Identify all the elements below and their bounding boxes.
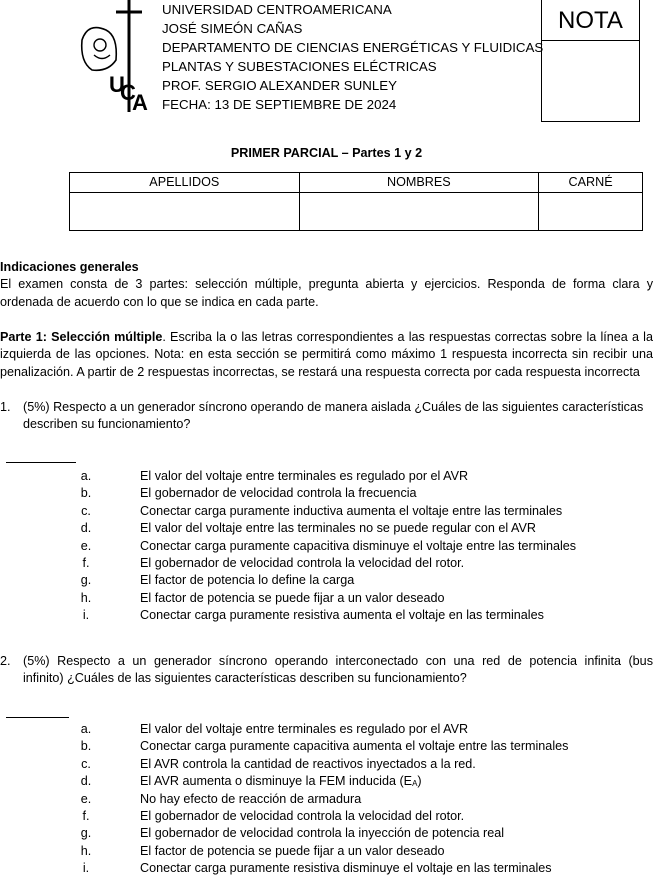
option-item — [0, 756, 653, 773]
header-line: FECHA: 13 DE SEPTIEMBRE DE 2024 — [162, 97, 397, 112]
option-letter: i. — [82, 861, 90, 875]
header-line: PROF. SERGIO ALEXANDER SUNLEY — [162, 78, 397, 93]
option-item — [0, 791, 653, 808]
option-text: Conectar carga puramente inductiva aumenta el voltaje entre las terminales — [140, 503, 563, 518]
option-text: El valor del voltaje entre terminales es regulado por el AVR — [140, 722, 469, 736]
uca-logo — [78, 0, 152, 112]
option-text: El factor de potencia se puede fijar a un valor deseado — [140, 843, 445, 858]
option-item — [0, 860, 653, 877]
question-line: infinito) ¿Cuáles de las siguientes características describen su funcionamiento? — [23, 671, 467, 686]
option-text: El factor de potencia lo define la carga — [140, 573, 355, 588]
option-text: Conectar carga puramente capacitiva aumenta el voltaje entre las terminales — [140, 739, 569, 754]
header-line: PLANTAS Y SUBESTACIONES ELÉCTRICAS — [162, 59, 437, 74]
question-line: (5%) Respecto a un generador síncrono operando interconectado con una red de potencia infinita (bus — [23, 654, 653, 668]
option-letter: g. — [80, 573, 92, 588]
option-text: Conectar carga puramente resistiva aumenta el voltaje en las terminales — [140, 608, 544, 623]
subscript-a: A — [412, 779, 418, 789]
option-text: Conectar carga puramente resistiva disminuye el voltaje en las terminales — [140, 861, 552, 875]
instruction-text: El examen consta de 3 partes: selección múltiple, pregunta abierta y ejercicios. Responda de forma clara y — [0, 277, 653, 292]
option-text: El AVR controla la cantidad de reactivos inyectados a la red. — [140, 756, 476, 771]
option-letter: h. — [80, 590, 92, 605]
option-letter: h. — [80, 843, 92, 858]
section-heading: Indicaciones generales — [0, 260, 139, 274]
option-item — [0, 468, 653, 485]
header-line: JOSÉ SIMEÓN CAÑAS — [162, 21, 303, 36]
answer-line[interactable] — [6, 462, 76, 463]
option-text-close: ) — [417, 774, 422, 789]
apellidos-field[interactable] — [70, 193, 300, 231]
option-item — [0, 607, 653, 624]
option-text-main: El AVR aumenta o disminuye la FEM inducida (E — [140, 774, 413, 789]
option-item — [0, 738, 653, 755]
header-line: UNIVERSIDAD CENTROAMERICANA — [162, 2, 392, 17]
option-text: El factor de potencia se puede fijar a un valor deseado — [140, 590, 445, 605]
option-letter: e. — [80, 538, 92, 553]
option-item — [0, 843, 653, 860]
student-info-table — [69, 172, 643, 231]
part1-line: izquierda de las opciones. Nota: en esta sección se permitirá como máximo 1 respuesta incorrecta sin recibir una — [0, 347, 653, 362]
option-letter: c. — [81, 756, 91, 771]
institution-header — [162, 0, 544, 114]
option-text: No hay efecto de reacción de armadura — [140, 791, 362, 806]
carne-field[interactable] — [539, 193, 643, 231]
option-item — [0, 825, 653, 842]
option-letter: b. — [80, 486, 92, 501]
nombres-field[interactable] — [299, 193, 539, 231]
option-item — [0, 808, 653, 825]
option-item — [0, 773, 653, 790]
column-header-nombres: NOMBRES — [299, 173, 539, 193]
option-letter: e. — [80, 791, 92, 806]
option-letter: g. — [80, 826, 92, 841]
part1-line: penalización. A partir de 2 respuestas incorrectas, se restará una respuesta correcta por cada respuesta incorrecta — [0, 364, 640, 379]
option-text: Conectar carga puramente capacitiva disminuye el voltaje entre las terminales — [140, 538, 577, 553]
option-letter: c. — [81, 503, 91, 518]
option-item — [0, 520, 653, 537]
svg-text:A: A — [132, 90, 148, 112]
option-text: El gobernador de velocidad controla la inyección de potencia real — [140, 826, 505, 841]
question-text — [23, 653, 653, 688]
header-line: DEPARTAMENTO DE CIENCIAS ENERGÉTICAS Y FLUIDICAS — [162, 40, 544, 55]
instruction-text: ordenada de acuerdo con lo que se indica en cada parte. — [0, 294, 319, 309]
question-number: 2. — [0, 654, 11, 668]
option-text: El valor del voltaje entre las terminales no se puede regular con el AVR — [140, 521, 536, 536]
grade-box — [541, 0, 640, 122]
option-letter: b. — [80, 739, 92, 754]
option-letter: i. — [82, 608, 90, 623]
question-line: (5%) Respecto a un generador síncrono operando de manera aislada ¿Cuáles de las siguientes características — [23, 400, 644, 414]
grade-label: NOTA — [542, 0, 639, 41]
option-text: El gobernador de velocidad controla la velocidad del rotor. — [140, 809, 465, 823]
svg-text:C: C — [120, 80, 136, 105]
general-instructions — [0, 259, 653, 311]
option-text: El valor del voltaje entre terminales es regulado por el AVR — [140, 469, 469, 483]
column-header-carne: CARNÉ — [539, 173, 643, 193]
svg-text:U: U — [109, 72, 125, 97]
option-letter: d. — [80, 521, 92, 536]
part1-instructions — [0, 329, 653, 381]
answer-line[interactable] — [6, 717, 69, 718]
question-line: describen su funcionamiento? — [23, 417, 191, 432]
option-letter: f. — [82, 556, 90, 570]
option-text: El gobernador de velocidad controla la frecuencia — [140, 486, 417, 501]
option-letter: d. — [80, 774, 92, 789]
part1-line — [0, 329, 653, 346]
option-letter: f. — [82, 809, 90, 823]
option-item — [0, 572, 653, 589]
option-text: El gobernador de velocidad controla la velocidad del rotor. — [140, 556, 465, 570]
part1-text: . Escriba la o las letras correspondientes a las respuestas correctas sobre la línea a la — [162, 330, 653, 344]
option-letter: a. — [80, 469, 92, 483]
option-item — [0, 538, 653, 555]
question-text — [23, 399, 653, 434]
option-letter: a. — [80, 722, 92, 736]
exam-title: PRIMER PARCIAL – Partes 1 y 2 — [230, 146, 423, 160]
question-number: 1. — [0, 400, 11, 414]
column-header-apellidos: APELLIDOS — [70, 173, 300, 193]
part1-heading: Parte 1: Selección múltiple — [0, 330, 163, 344]
option-item — [0, 555, 653, 572]
option-item — [0, 503, 653, 520]
option-item — [0, 485, 653, 502]
option-item — [0, 590, 653, 607]
option-item — [0, 721, 653, 738]
